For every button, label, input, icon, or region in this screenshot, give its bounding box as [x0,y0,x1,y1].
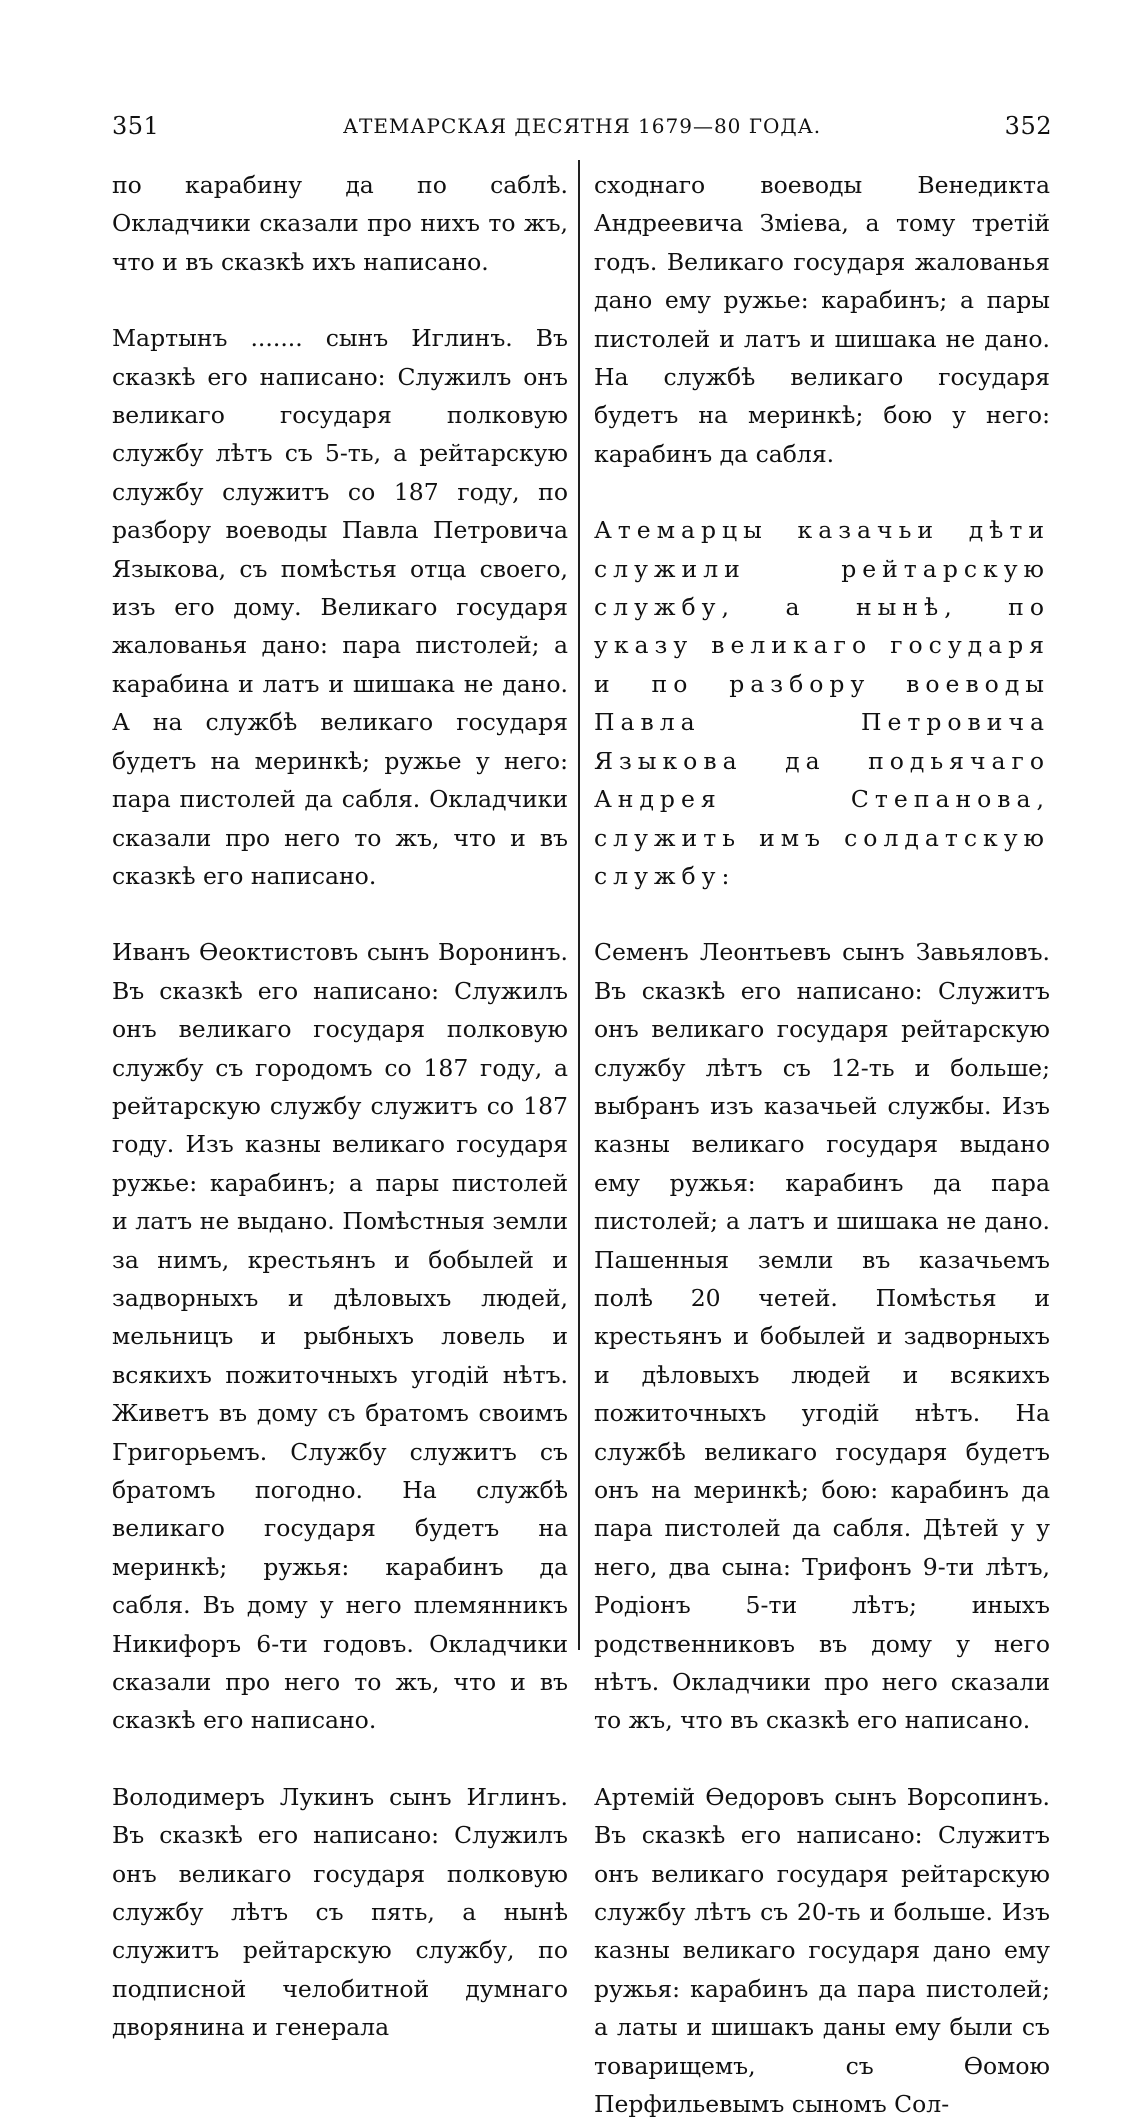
paragraph: сходнаго воеводы Венедикта Андреевича Зміева, а тому третій годъ. Великаго государя жалованья дано ему ружье: карабинъ; а пары пистолей и латъ и шишака не дано. На службѣ великаго государя будетъ на меринкѣ; бою у него: карабинъ да сабля. [594,171,1050,468]
section-heading: Атемарцы казачьи дѣти служили рейтарскую службу, а нынѣ, по указу великаго государя и по разбору воеводы Павла Петровича Языкова да подьячаго Андрея Степанова, служить имъ солдатскую службу: [594,516,1050,890]
page-number-left: 351 [112,112,160,140]
paragraph: Володимеръ Лукинъ сынъ Иглинъ. Въ сказкѣ его написано: Служилъ онъ великаго государя полковую службу лѣтъ съ пять, а нынѣ служитъ рейтарскую службу, по подписной челобитной думнаго дворянина и генерала [112,1782,568,2042]
paragraph: Иванъ Ѳеоктистовъ сынъ Воронинъ. Въ сказкѣ его написано: Служилъ онъ великаго государя полковую службу съ городомъ со 187 году, а рейтарскую службу служитъ со 187 году. Изъ казны великаго государя ружье: карабинъ; а пары пистолей и латъ не выдано. Помѣстныя земли за нимъ, крестьянъ и бобылей и задворныхъ и дѣловыхъ людей, мельницъ и рыбныхъ ловель и всякихъ пожиточныхъ угодій нѣтъ. Живетъ въ дому съ братомъ своимъ Григорьемъ. Службу служитъ съ братомъ погодно. На службѣ великаго государя будетъ на меринкѣ; ружья: карабинъ да сабля. Въ дому у него племянникъ Никифоръ 6-ти годовъ. Окладчики сказали про него то жъ, что и въ сказкѣ его написано. [112,938,568,1735]
column-divider [578,160,580,1650]
paragraph: Мартынъ ....... сынъ Иглинъ. Въ сказкѣ его написано: Служилъ онъ великаго государя полковую службу лѣтъ съ 5-ть, а рейтарскую службу служитъ со 187 году, по разбору воеводы Павла Петровича Языкова, съ помѣстья отца своего, изъ его дому. Великаго государя жалованья дано: пара пистолей; а карабина и латъ и шишака не дано. А на службѣ великаго государя будетъ на меринкѣ; ружье у него: пара пистолей да сабля. Окладчики сказали про него то жъ, что и въ сказкѣ его написано. [112,324,568,890]
page-number-right: 352 [1004,112,1052,140]
paragraph: Артемій Ѳедоровъ сынъ Ворсопинъ. Въ сказкѣ его написано: Служитъ онъ великаго государя рейтарскую службу лѣтъ съ 20-ть и больше. Изъ казны великаго государя дано ему ружья: карабинъ да пара пистолей; а латы и шишакъ даны ему были съ товарищемъ, съ Ѳомою Перфильевымъ сыномъ Сол- [594,1782,1050,2119]
paragraph: Семенъ Леонтьевъ сынъ Завьяловъ. Въ сказкѣ его написано: Служитъ онъ великаго государя рейтарскую службу лѣтъ съ 12-ть и больше; выбранъ изъ казачьей службы. Изъ казны великаго государя выдано ему ружья: карабинъ да пара пистолей; а латъ и шишака не дано. Пашенныя земли въ казачьемъ полѣ 20 четей. Помѣстья и крестьянъ и бобылей и задворныхъ и дѣловыхъ людей и всякихъ пожиточныхъ угодій нѣтъ. На службѣ великаго государя будетъ онъ на меринкѣ; бою: карабинъ да пара пистолей да сабля. Дѣтей у у него, два сына: Трифонъ 9-ти лѣтъ, Родіонъ 5-ти лѣтъ; иныхъ родственниковъ въ дому у него нѣтъ. Окладчики про него сказали то жъ, что въ сказкѣ его написано. [594,938,1050,1735]
right-column [594,166,1050,2124]
paragraph: по карабину да по саблѣ. Окладчики сказали про нихъ то жъ, что и въ сказкѣ ихъ написано. [112,171,568,276]
left-column [112,166,568,2047]
page-header [112,106,1052,146]
running-title: АТЕМАРСКАЯ ДЕСЯТНЯ 1679—80 ГОДА. [342,114,822,138]
